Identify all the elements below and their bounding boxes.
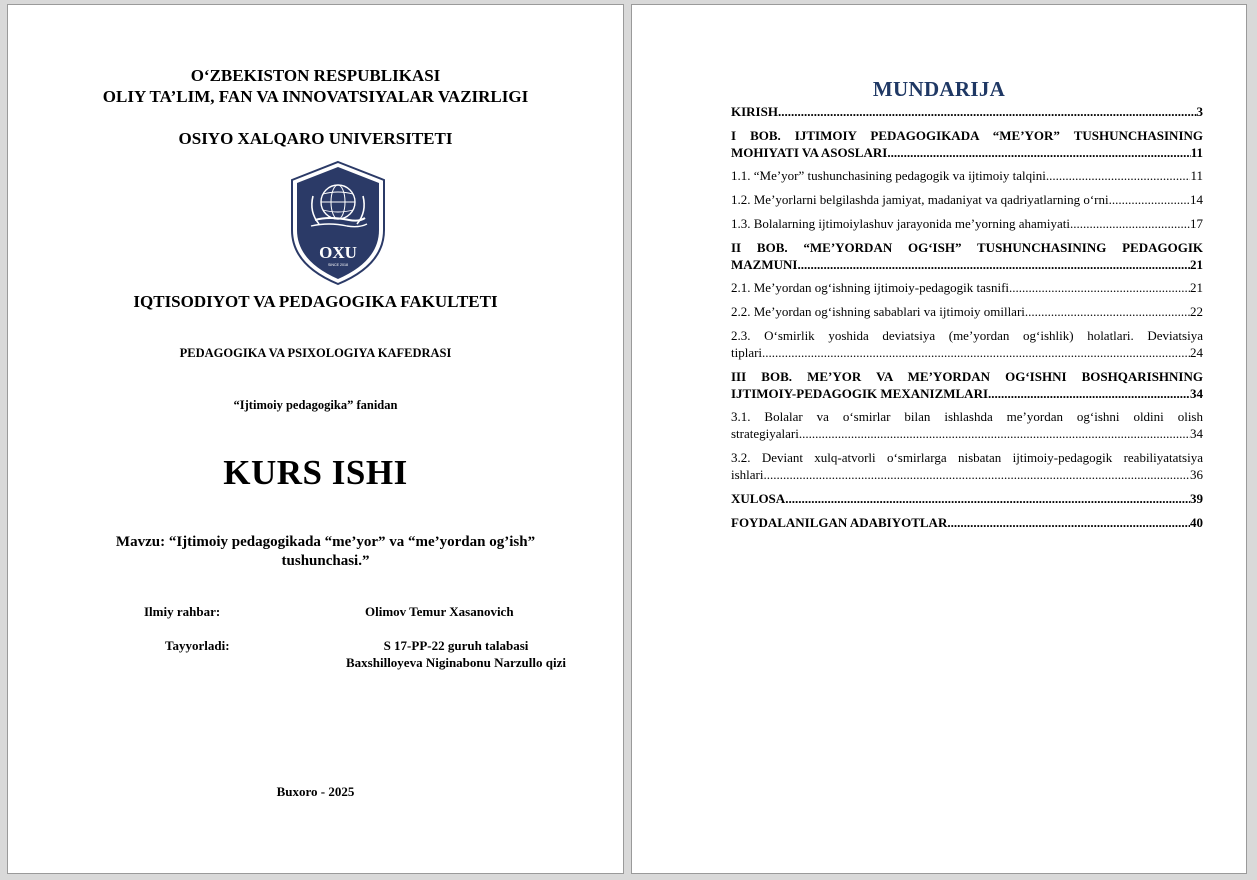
prepared-by-label: Tayyorladi: — [165, 638, 230, 653]
subject-name: “Ijtimoiy pedagogika” fanidan — [233, 398, 398, 412]
toc-page-number: 11 — [1190, 168, 1203, 183]
toc-page-number: 14 — [1190, 192, 1203, 207]
toc-entry-1-3[interactable] — [731, 208, 1203, 232]
toc-page-number: 34 — [1190, 386, 1203, 401]
topic — [68, 533, 583, 571]
title-page — [7, 4, 624, 874]
toc-page-number: 36 — [1190, 467, 1203, 482]
toc-entry-text: 2.3. O‘smirlik yoshida deviatsiya (me’yordan og‘ishlik) holatlari. Deviatsiya — [731, 328, 1203, 343]
toc-entry-chapter-1[interactable] — [731, 120, 1203, 161]
toc-page-number: 11 — [1190, 145, 1203, 160]
university-name: OSIYO XALQARO UNIVERSITETI — [178, 129, 453, 148]
toc-entry-2-3[interactable] — [731, 320, 1203, 361]
toc-entry-kirish[interactable] — [731, 103, 1203, 120]
faculty-name: IQTISODIYOT VA PEDAGOGIKA FAKULTETI — [133, 292, 498, 311]
topic-line-2: tushunchasi.” — [281, 553, 370, 569]
toc-entry-3-1[interactable] — [731, 402, 1203, 442]
logo-since: SINCE 2018 — [328, 263, 348, 267]
toc-entry-2-1[interactable] — [731, 273, 1203, 296]
toc-entry-text: 3.1. Bolalar va o‘smirlar bilan ishlashda me’yordan og‘ishni oldini olish — [731, 409, 1203, 424]
toc-entry-text-cont: MAZMUNI — [731, 257, 798, 272]
toc-entry-chapter-2[interactable] — [731, 232, 1203, 273]
toc-page-number: 40 — [1190, 515, 1203, 530]
toc-entry-text: 3.2. Deviant xulq-atvorli o‘smirlarga nisbatan ijtimoiy-pedagogik reabiliyatatsiya — [731, 450, 1203, 465]
toc-entry-text-cont: IJTIMOIY-PEDAGOGIK MEXANIZMLARI — [731, 386, 989, 401]
toc-entry-text: XULOSA — [731, 491, 786, 506]
toc-entry-text-cont: tiplari — [731, 345, 763, 360]
supervisor-label: Ilmiy rahbar: — [144, 604, 221, 619]
toc-entry-text: 2.1. Me’yordan og‘ishning ijtimoiy-pedagogik tasnifi — [731, 280, 1010, 295]
toc-page-number: 24 — [1190, 345, 1203, 360]
toc-entry-adabiyotlar[interactable] — [731, 507, 1203, 531]
toc-page-number: 3 — [1196, 104, 1203, 119]
ministry-line-2: OLIY TA’LIM, FAN VA INNOVATSIYALAR VAZIRLIGI — [102, 87, 529, 106]
logo-text: OXU — [319, 243, 357, 262]
toc-entry-text: KIRISH — [731, 104, 778, 119]
table-of-contents — [731, 103, 1203, 531]
toc-page-number: 22 — [1190, 304, 1203, 319]
toc-entry-text-cont: ishlari — [731, 467, 764, 482]
toc-entry-text: 2.2. Me’yordan og‘ishning sabablari va ijtimoiy omillari — [731, 304, 1025, 319]
topic-line-1: Mavzu: “Ijtimoiy pedagogikada “me’yor” va “me’yordan og’ish” — [115, 534, 536, 550]
toc-entry-1-1[interactable] — [731, 161, 1203, 184]
toc-entry-text: 1.1. “Me’yor” tushunchasining pedagogik va ijtimoiy talqini — [731, 168, 1046, 183]
toc-entry-text: I BOB. IJTIMOIY PEDAGOGIKADA “ME’YOR” TUSHUNCHASINING — [731, 128, 1203, 143]
ministry-heading — [8, 65, 623, 107]
toc-entry-1-2[interactable] — [731, 184, 1203, 208]
toc-entry-chapter-3[interactable] — [731, 361, 1203, 402]
toc-entry-2-2[interactable] — [731, 296, 1203, 320]
contents-page — [631, 4, 1247, 874]
toc-entry-3-2[interactable] — [731, 442, 1203, 483]
toc-entry-text-cont: strategiyalari — [731, 426, 799, 441]
student-group: S 17-PP-22 guruh talabasi — [383, 638, 529, 653]
toc-title: MUNDARIJA — [872, 77, 1006, 101]
toc-entry-text: 1.2. Me’yorlarni belgilashda jamiyat, madaniyat va qadriyatlarning o‘rni — [731, 192, 1109, 207]
kafedra-name: PEDAGOGIKA VA PSIXOLOGIYA KAFEDRASI — [179, 346, 452, 360]
toc-entry-xulosa[interactable] — [731, 483, 1203, 507]
toc-entry-text: 1.3. Bolalarning ijtimoiylashuv jarayonida me’yorning ahamiyati — [731, 216, 1071, 231]
oxu-shield-logo-icon — [289, 160, 387, 286]
kurs-ishi-title: KURS ISHI — [223, 453, 408, 492]
toc-entry-text: FOYDALANILGAN ADABIYOTLAR — [731, 515, 948, 530]
toc-page-number: 17 — [1190, 216, 1203, 231]
prepared-by-value — [330, 637, 582, 671]
toc-entry-text-cont: MOHIYATI VA ASOSLARI — [731, 145, 888, 160]
toc-entry-text: III BOB. ME’YOR VA ME’YORDAN OG‘ISHNI BOSHQARISHNING — [731, 369, 1203, 384]
toc-page-number: 21 — [1190, 280, 1203, 295]
toc-page-number: 39 — [1190, 491, 1203, 506]
toc-entry-text: II BOB. “ME’YORDAN OG‘ISH” TUSHUNCHASINING PEDAGOGIK — [731, 240, 1203, 255]
supervisor-name: Olimov Temur Xasanovich — [365, 604, 514, 619]
toc-page-number: 34 — [1190, 426, 1203, 441]
toc-page-number: 21 — [1190, 257, 1203, 272]
student-name: Baxshilloyeva Niginabonu Narzullo qizi — [346, 655, 566, 670]
ministry-line-1: O‘ZBEKISTON RESPUBLIKASI — [190, 66, 441, 85]
city-year: Buxoro - 2025 — [276, 784, 355, 799]
